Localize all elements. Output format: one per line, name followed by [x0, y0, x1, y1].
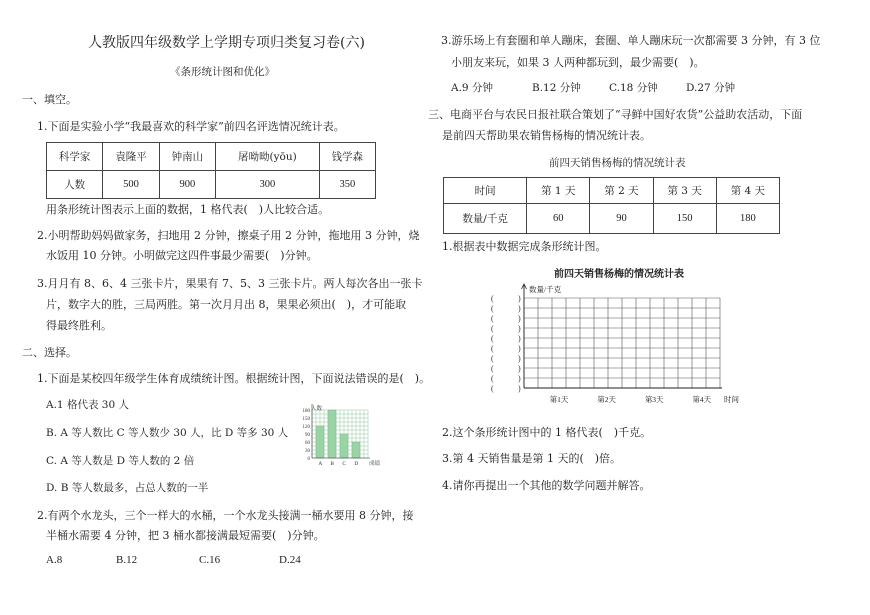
blank-y-tick: ): [518, 304, 521, 313]
table-header: 钱学森: [319, 143, 375, 171]
s3-q4: 4.请你再提出一个其他的数学问题并解答。: [442, 479, 651, 492]
chart-x-tick: C: [342, 461, 347, 467]
chart-y-tick: 180: [302, 409, 310, 414]
s2-q1-option-a: A.1 格代表 30 人: [46, 399, 129, 411]
table-header: 钟南山: [159, 143, 215, 171]
table-cell: 90: [590, 204, 653, 234]
blank-y-tick: (: [491, 344, 494, 353]
chart-bar: [340, 434, 348, 458]
table-cell: 500: [103, 171, 159, 199]
chart-ylabel: 人数: [311, 406, 323, 412]
s1-q3-line2: 片，数字大的胜，三局两胜。第一次月月出 8，果果必须出( )，才可能取: [46, 298, 407, 311]
s1-q3-line1: 3.月月有 8、6、4 三张卡片，果果有 7、5、3 三张卡片。两人每次各出一张卡: [37, 277, 423, 290]
section3-line1: 三、电商平台与农民日报社联合策划了“寻鲜中国好农货”公益助农活动，下面: [428, 108, 803, 121]
chart-x-tick: A: [318, 461, 323, 467]
s2-q1-option-d: D. B 等人数最多，占总人数的一半: [46, 482, 209, 494]
table-cell: 180: [716, 204, 779, 234]
blank-y-tick: (: [491, 314, 494, 323]
s2-q1-option-c: C. A 等人数是 D 等人数的 2 倍: [46, 455, 195, 467]
table-row-label: 数量/千克: [444, 204, 527, 234]
s2-q3-option: B.12 分钟: [532, 82, 581, 94]
chart-x-tick: 第4天: [692, 395, 712, 404]
table-cell: 350: [319, 171, 375, 199]
chart-y-tick: 60: [305, 441, 310, 446]
blank-y-tick: ): [518, 364, 521, 373]
blank-chart-title: 前四天销售杨梅的情况统计表: [554, 269, 684, 280]
s2-q2-line2: 半桶水需要 4 分钟，把 3 桶水都接满最短需要( )分钟。: [46, 529, 325, 542]
table-header: 第 2 天: [590, 178, 653, 204]
blank-y-tick: ): [518, 374, 521, 383]
s1-q2-line2: 水饭用 10 分钟。小明做完这四件事最少需要( )分钟。: [46, 249, 318, 262]
table-header: 第 3 天: [653, 178, 716, 204]
section3-line2: 是前四天帮助果农销售杨梅的情况统计表。: [442, 129, 651, 142]
grade-bar-chart: [290, 402, 390, 468]
s2-q1-text: 1.下面是某校四年级学生体育成绩统计图。根据统计图，下面说法错误的是( )。: [37, 372, 431, 385]
blank-y-tick: (: [491, 374, 494, 383]
table-header: 第 4 天: [716, 178, 779, 204]
blank-y-tick: (: [491, 324, 494, 333]
chart-bar: [316, 426, 324, 458]
chart-x-tick: B: [330, 461, 335, 467]
blank-y-tick: ): [518, 334, 521, 343]
chart-y-tick: 120: [302, 425, 310, 430]
yangmei-blank-chart: [485, 280, 755, 410]
s2-q2-line1: 2.有两个水龙头，三个一样大的水桶，一个水龙头接满一桶水要用 8 分钟，接: [37, 509, 414, 522]
s2-q3-option: D.27 分钟: [686, 82, 736, 94]
blank-y-tick: ): [518, 314, 521, 323]
chart-xlabel: 成绩: [369, 461, 381, 467]
blank-y-tick: ): [518, 384, 521, 393]
table-row-label: 人数: [47, 171, 103, 199]
blank-y-tick: ): [518, 294, 521, 303]
chart-y-tick: 30: [305, 449, 310, 454]
chart-x-tick: 第3天: [644, 395, 664, 404]
s3-q2: 2.这个条形统计图中的 1 格代表( )千克。: [442, 426, 652, 439]
chart-y-tick: 150: [302, 417, 310, 422]
page-subtitle: 《条形统计图和优化》: [170, 66, 275, 78]
blank-y-tick: ): [518, 324, 521, 333]
chart-xlabel: 时间: [724, 395, 739, 404]
chart-bar: [328, 410, 336, 458]
s1-q3-line3: 得最终胜利。: [46, 319, 112, 332]
blank-y-tick: (: [491, 364, 494, 373]
blank-y-tick: ): [518, 344, 521, 353]
s3-q1: 1.根据表中数据完成条形统计图。: [442, 240, 607, 253]
blank-y-tick: ): [518, 354, 521, 363]
table-header: 第 1 天: [527, 178, 590, 204]
s1-q1-text: 1.下面是实验小学“我最喜欢的科学家”前四名评选情况统计表。: [37, 120, 345, 133]
chart-y-tick: 0: [307, 457, 310, 462]
chart-ylabel: 数量/千克: [529, 285, 562, 294]
table-header: 科学家: [47, 143, 103, 171]
s2-q2-option: A.8: [46, 554, 63, 566]
s2-q3-line1: 3.游乐场上有套圈和单人蹦床，套圈、单人蹦床玩一次都需要 3 分钟，有 3 位: [441, 34, 821, 47]
scientist-table: [46, 142, 376, 199]
blank-y-tick: (: [491, 304, 494, 313]
table-header: 屠呦呦(yōu): [216, 143, 320, 171]
s2-q1-option-b: B. A 等人数比 C 等人数少 30 人，比 D 等多 30 人: [46, 427, 289, 439]
s2-q2-option: D.24: [279, 554, 301, 566]
blank-y-tick: (: [491, 354, 494, 363]
section1-heading: 一、填空。: [22, 93, 77, 106]
chart-x-tick: 第1天: [549, 395, 569, 404]
s2-q3-option: C.18 分钟: [609, 82, 658, 94]
table-cell: 150: [653, 204, 716, 234]
table-header: 时间: [444, 178, 527, 204]
chart-y-tick: 90: [305, 433, 310, 438]
s2-q2-option: C.16: [199, 554, 221, 566]
blank-y-tick: (: [491, 384, 494, 393]
s1-q2-line1: 2.小明帮助妈妈做家务，扫地用 2 分钟，擦桌子用 2 分钟，拖地用 3 分钟，烧: [37, 229, 420, 242]
yangmei-table: [443, 177, 780, 234]
table-header: 袁隆平: [103, 143, 159, 171]
s2-q3-line2: 小朋友来玩，如果 3 人两种都玩到，最少需要( )。: [451, 56, 705, 69]
blank-y-tick: (: [491, 294, 494, 303]
blank-y-tick: (: [491, 334, 494, 343]
chart-bar: [352, 442, 360, 458]
table-cell: 300: [216, 171, 320, 199]
s1-q1-after: 用条形统计图表示上面的数据，1 格代表( )人比较合适。: [46, 203, 330, 216]
s2-q2-option: B.12: [116, 554, 138, 566]
page-title: 人教版四年级数学上学期专项归类复习卷(六): [88, 35, 365, 51]
s3-q3: 3.第 4 天销售量是第 1 天的( )倍。: [442, 452, 622, 465]
table-cell: 900: [159, 171, 215, 199]
yangmei-table-title: 前四天销售杨梅的情况统计表: [549, 157, 686, 169]
section2-heading: 二、选择。: [22, 346, 77, 359]
table-cell: 60: [527, 204, 590, 234]
chart-x-tick: D: [354, 461, 359, 467]
s2-q3-option: A.9 分钟: [451, 82, 493, 94]
chart-x-tick: 第2天: [597, 395, 616, 404]
